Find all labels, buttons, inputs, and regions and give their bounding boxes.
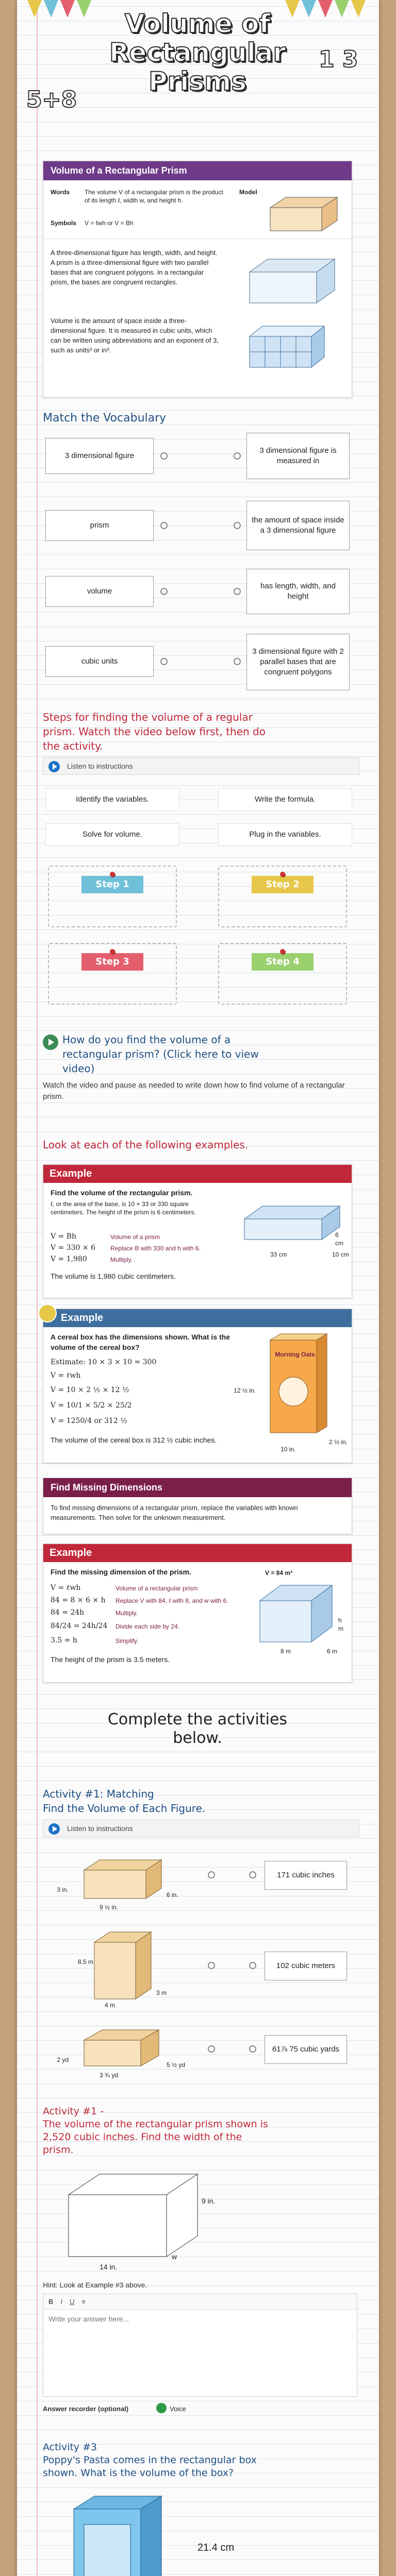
example-bar: Example — [43, 1165, 352, 1183]
play-icon[interactable] — [48, 761, 60, 772]
italic-icon[interactable]: I — [60, 2298, 63, 2306]
math-line: 84/24 = 24h/24 — [51, 1622, 108, 1630]
pin-icon — [110, 872, 115, 877]
math-line: V = 1,980 — [51, 1255, 87, 1263]
dimension-label: 3 ¾ yd — [100, 2072, 119, 2079]
math-note: Divide each side by 24. — [116, 1623, 180, 1630]
missing-dimensions-text: To find missing dimensions of a rectangular prism, replace the variables with known measurements. Then solve for the unknown measurement. — [51, 1504, 298, 1521]
volume-definition: Volume is the amount of space inside a three-dimensional figure. It is measured in cubic units, which can be written using abbreviations and an exponent of 3, such as units³ or in³. — [51, 317, 219, 354]
pin-icon — [110, 949, 115, 954]
example-answer: The height of the prism is 3.5 meters. — [51, 1655, 170, 1664]
dimension-label: 9 ½ in. — [100, 1904, 119, 1911]
example-title: Find the missing dimension of the prism. — [51, 1568, 192, 1576]
example-bar: Example — [43, 1544, 352, 1562]
heading-line: Complete the activities — [107, 1710, 288, 1728]
activity-1-heading — [43, 1787, 352, 1816]
activity-1-figure-3 — [69, 2020, 172, 2076]
dimension-label: 5 ½ yd — [167, 2061, 186, 2069]
heading-line: Activity #3 — [43, 2442, 97, 2453]
step-card[interactable]: Plug in the variables. — [218, 823, 352, 846]
heading-line: video) — [62, 1062, 95, 1075]
dimension-label: 12 ½ in. — [234, 1387, 256, 1394]
title-line: Volume of — [124, 9, 271, 39]
dimension-label: w — [172, 2252, 177, 2261]
activity-1-figure-1 — [69, 1850, 172, 1906]
match-dot[interactable] — [160, 588, 168, 595]
dimension-label: 8.5 m — [77, 1958, 93, 1965]
page-header — [17, 0, 379, 155]
dimension-label: 3 m — [156, 1989, 167, 1996]
microphone-icon[interactable] — [156, 2403, 167, 2413]
pin-icon — [280, 872, 285, 877]
match-dot[interactable] — [234, 522, 241, 529]
dimension-label: 9 in. — [202, 2197, 216, 2205]
pennant — [335, 0, 349, 18]
title-line: Rectangular — [109, 38, 286, 67]
heading-line: The volume of the rectangular prism shown is — [43, 2119, 268, 2130]
dimension-label: V = 84 m³ — [265, 1569, 293, 1577]
symbols-label: Symbols — [51, 219, 77, 227]
match-dot[interactable] — [160, 658, 168, 665]
match-dot[interactable] — [249, 1871, 256, 1878]
examples-heading: Look at each of the following examples. — [43, 1139, 249, 1151]
activity-2-prism-figure — [53, 2164, 218, 2267]
steps-heading — [43, 710, 352, 753]
match-dot[interactable] — [160, 452, 168, 460]
listen-label: Listen to instructions — [67, 762, 133, 770]
step-card[interactable]: Identify the variables. — [45, 788, 179, 811]
step-label: Step 2 — [252, 876, 314, 893]
dimension-label: 8 m — [280, 1648, 291, 1655]
match-dot[interactable] — [234, 452, 241, 460]
vocab-term-card[interactable]: cubic units — [45, 646, 154, 677]
cereal-brand-text: Morning Oats — [275, 1351, 315, 1358]
dimension-label: 2 ½ in. — [329, 1438, 348, 1446]
example-answer: The volume of the cereal box is 312 ½ cubic inches. — [51, 1436, 217, 1444]
step-label: Step 3 — [81, 953, 143, 971]
words-text: The volume V of a rectangular prism is the product of its length ℓ, width w, and height h. — [85, 189, 223, 204]
example-title: Find the volume of the rectangular prism. — [51, 1189, 193, 1197]
dimension-label: 33 cm — [270, 1251, 287, 1258]
dimension-label: 10 cm — [332, 1251, 349, 1258]
notebook-page — [17, 0, 379, 2576]
match-dot[interactable] — [234, 588, 241, 595]
dimension-label: 6 m — [327, 1648, 338, 1655]
example-bar: Example — [43, 1309, 352, 1327]
step-label: Step 4 — [252, 953, 314, 971]
dimension-label: 10 in. — [280, 1446, 296, 1453]
listen-instructions-button[interactable] — [43, 1820, 359, 1837]
math-line: V = ℓwh — [51, 1584, 81, 1592]
voice-label[interactable]: Voice — [170, 2405, 186, 2413]
dimension-label: 6 cm — [335, 1231, 343, 1247]
heading-line: How do you find the volume of a — [62, 1033, 231, 1046]
listen-instructions-button[interactable] — [43, 757, 359, 775]
cereal-box-figure — [260, 1330, 337, 1443]
dimension-label: 4 m — [105, 2002, 116, 2009]
math-line: V = Bh — [51, 1232, 77, 1241]
example-title: A cereal box has the dimensions shown. What is the volume of the cereal box? — [51, 1333, 230, 1351]
underline-icon[interactable]: U — [70, 2298, 75, 2306]
vocab-term-card[interactable]: volume — [45, 576, 154, 607]
pasta-box-figure — [63, 2488, 187, 2576]
math-line: V = 10 × 2 ½ × 12 ½ — [51, 1386, 129, 1394]
symbols-text: V = ℓwh or V = Bh — [85, 219, 134, 227]
heading-line: Activity #1: Matching — [43, 1788, 154, 1800]
vocab-term-card[interactable]: 3 dimensional figure — [45, 438, 154, 474]
answer-card[interactable]: 102 cubic meters — [265, 1952, 347, 1980]
heading-line: Find the Volume of Each Figure. — [43, 1802, 206, 1815]
answer-card[interactable]: 61⅞ 75 cubic yards — [265, 2035, 347, 2064]
example-3-panel — [43, 1544, 352, 1683]
math-line: V = 1250/4 or 312 ½ — [51, 1417, 127, 1425]
math-note: Replace V with 84, ℓ with 8, and w with 6. — [116, 1597, 228, 1604]
prism-model-illustration — [265, 192, 342, 233]
heading-line: prism. Watch the video below first, then do — [43, 725, 266, 738]
heading-line: 2,520 cubic inches. Find the width of the — [43, 2131, 242, 2143]
step-card[interactable]: Solve for volume. — [45, 823, 179, 846]
list-icon[interactable]: ≡ — [81, 2298, 86, 2306]
dimension-label: 21.4 cm — [197, 2542, 235, 2553]
match-dot[interactable] — [208, 1871, 215, 1878]
cubic-units-illustration — [239, 316, 342, 378]
math-line: 84 = 8 × 6 × h — [51, 1596, 106, 1604]
activities-heading — [79, 1710, 316, 1748]
recorder-label: Answer recorder (optional) — [43, 2405, 129, 2413]
answer-textarea[interactable] — [43, 2310, 357, 2396]
dimension-label: 14 in. — [100, 2263, 118, 2271]
pennant — [27, 0, 42, 18]
math-note: Volume of a rectangular prism — [116, 1585, 198, 1592]
reference-card — [43, 161, 352, 398]
video-link[interactable] — [62, 1032, 351, 1076]
example-2-panel — [43, 1309, 352, 1463]
pennant — [351, 0, 366, 18]
step-label: Step 1 — [81, 876, 143, 893]
heading-line: Steps for finding the volume of a regular — [43, 711, 253, 723]
editor-toolbar — [43, 2294, 357, 2310]
prism-figure — [250, 1575, 342, 1652]
math-line: V = ℓwh — [51, 1371, 81, 1380]
answer-card[interactable]: 171 cubic inches — [265, 1861, 347, 1890]
missing-dimensions-title: Find Missing Dimensions — [43, 1478, 352, 1497]
dimension-label: 3 in. — [57, 1886, 69, 1893]
match-dot[interactable] — [208, 1962, 215, 1969]
prism-definition: A three-dimensional figure has length, width, and height. A prism is a three-dimensional figure with two parallel bases that are congruent polygons. In a rectangular prism, the bases are congruent rectangles. — [51, 249, 218, 286]
decorative-math: 5+8 — [26, 87, 77, 113]
heading-line: shown. What is the volume of the box? — [43, 2467, 234, 2479]
bold-icon[interactable]: B — [48, 2298, 54, 2306]
match-dot[interactable] — [160, 522, 168, 529]
step-card[interactable]: Write the formula. — [218, 788, 352, 811]
prism-figure — [234, 1196, 348, 1258]
vocab-definition-card[interactable]: has length, width, and height — [246, 569, 350, 614]
math-line: V = 330 × 6 — [51, 1244, 96, 1252]
rectangular-prism-illustration — [239, 251, 342, 308]
heading-line: Poppy's Pasta comes in the rectangular box — [43, 2454, 257, 2466]
math-line: V = 10/1 × 5/2 × 25/2 — [51, 1401, 132, 1410]
page-title — [79, 9, 316, 96]
math-note: Replace B with 330 and h with 6. — [110, 1245, 201, 1252]
dimension-label: h m — [338, 1617, 343, 1632]
dimension-label: 2 yd — [57, 2056, 69, 2063]
activity-2-heading — [43, 2105, 352, 2157]
heading-line: Activity #1 - — [43, 2106, 104, 2117]
activity-2-hint: Hint: Look at Example #3 above. — [43, 2281, 147, 2289]
match-dot[interactable] — [234, 658, 241, 665]
math-line: 3.5 = h — [51, 1636, 77, 1645]
example-1-panel — [43, 1164, 352, 1298]
video-instructions: Watch the video and pause as needed to write down how to find volume of a rectangular prism. — [43, 1081, 345, 1101]
math-note: Multiply. — [116, 1609, 138, 1617]
listen-label: Listen to instructions — [67, 1824, 133, 1833]
match-dot[interactable] — [249, 1962, 256, 1969]
vocab-definition-card[interactable]: 3 dimensional figure is measured in — [246, 433, 350, 479]
math-line: Estimate: 10 × 3 × 10 = 300 — [51, 1358, 157, 1366]
math-line: 84 = 24h — [51, 1608, 85, 1617]
words-label: Words — [51, 189, 70, 196]
vocab-term-card[interactable]: prism — [45, 510, 154, 541]
play-icon[interactable] — [48, 1823, 60, 1835]
decorative-math: 1 3 — [319, 46, 358, 73]
dimension-label: 6 in. — [167, 1891, 178, 1899]
gear-icon — [38, 1304, 57, 1323]
heading-line: prism. — [43, 2144, 74, 2156]
match-dot[interactable] — [208, 2045, 215, 2053]
activity-3-heading — [43, 2441, 352, 2480]
example-answer: The volume is 1,980 cubic centimeters. — [51, 1272, 176, 1280]
title-line: Prisms — [148, 66, 247, 96]
math-note: Volume of a prism — [110, 1233, 160, 1241]
pennant — [60, 0, 75, 18]
section-heading: Match the Vocabulary — [43, 412, 167, 425]
match-dot[interactable] — [249, 2045, 256, 2053]
vocab-definition-card[interactable]: 3 dimensional figure with 2 parallel bases that are congruent polygons — [246, 634, 350, 690]
pennant — [44, 0, 58, 18]
heading-line: below. — [173, 1729, 222, 1747]
pennant — [318, 0, 333, 18]
play-triangle — [48, 1039, 54, 1046]
math-note: Simplify. — [116, 1637, 139, 1645]
pin-icon — [280, 949, 285, 954]
heading-line: rectangular prism? (Click here to view — [62, 1048, 259, 1060]
math-note: Multiply. — [110, 1256, 133, 1263]
missing-dimensions-card — [43, 1478, 352, 1534]
reference-card-title: Volume of a Rectangular Prism — [43, 161, 352, 180]
answer-editor — [43, 2294, 357, 2397]
vocab-definition-card[interactable]: the amount of space inside a 3 dimensional figure — [246, 501, 350, 550]
heading-line: the activity. — [43, 740, 103, 752]
model-label: Model — [239, 189, 257, 196]
example-text: ℓ, or the area of the base, is 10 × 33 or 330 square centimeters. The height of the prism is 6 centimeters. — [51, 1200, 196, 1216]
